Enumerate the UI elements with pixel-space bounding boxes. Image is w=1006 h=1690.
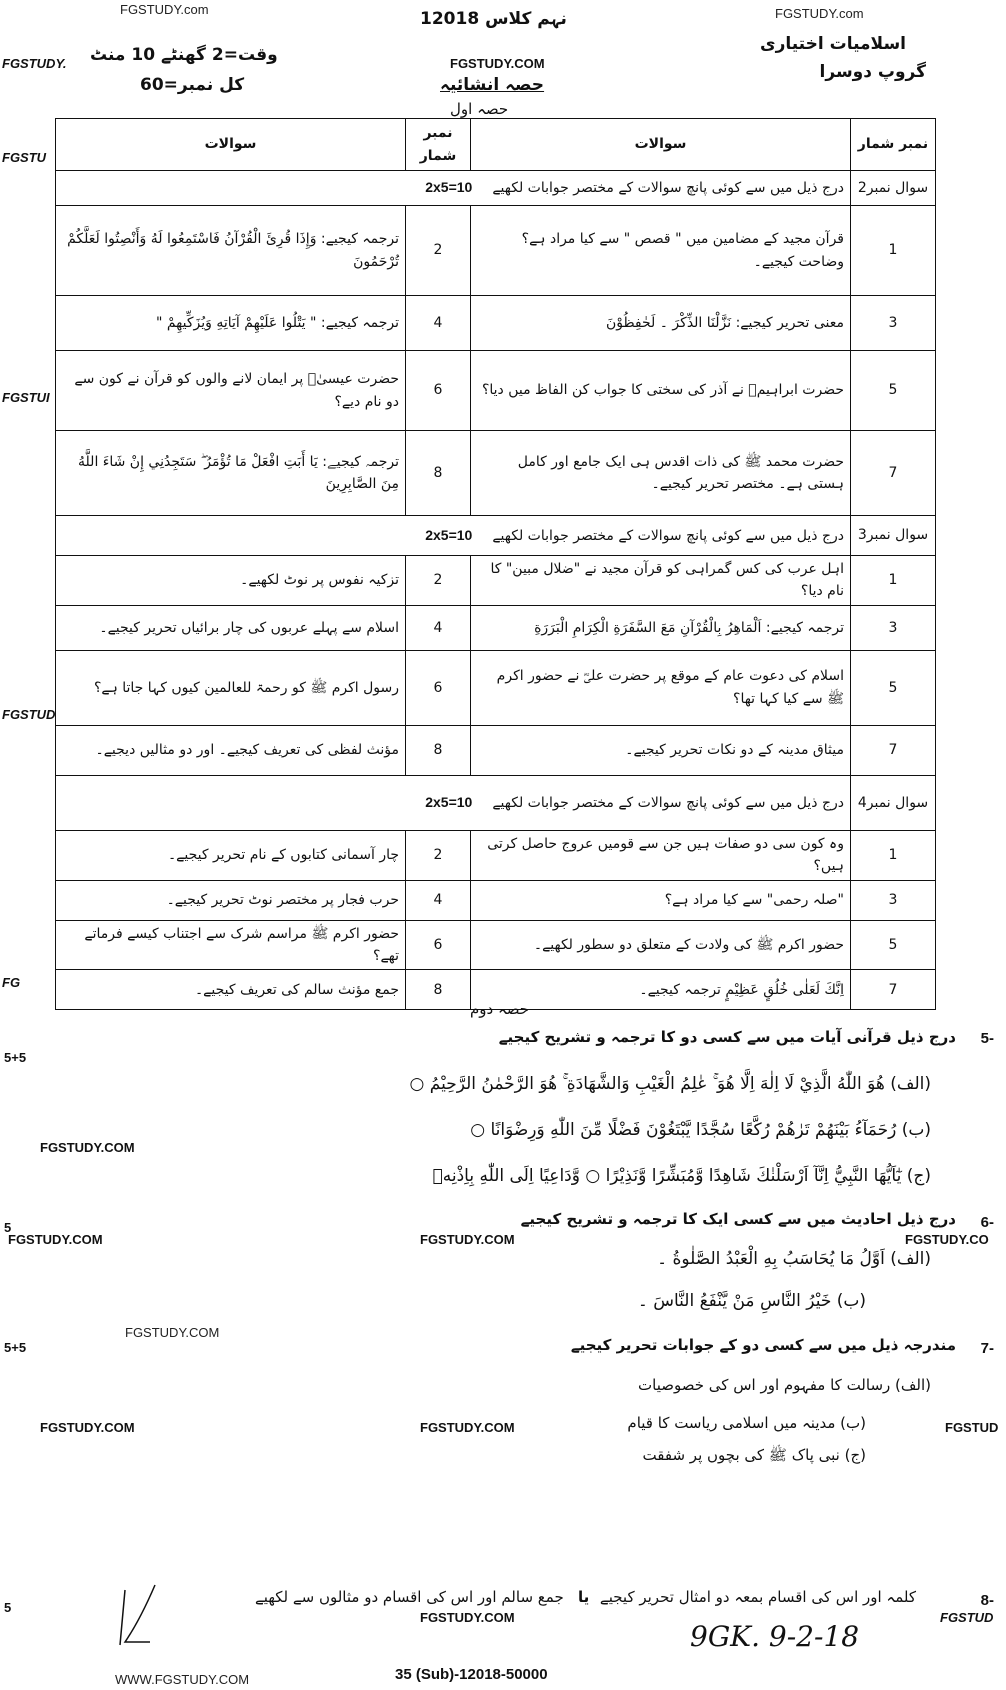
question-number: 3: [851, 605, 936, 650]
instruction-text: درج ذیل میں سے کوئی پانچ سوالات کے مختصر جوابات لکھیے: [492, 795, 844, 812]
question-text: تزکیہ نفوس پر نوٹ لکھیے۔: [56, 556, 406, 606]
q5-marks: 5+5: [4, 1050, 27, 1065]
question-text: ترجمہ کیجیے: يَا أَبَتِ افْعَلْ مَا تُؤْمَرُ ۖ سَتَجِدُنِي إِنْ شَاءَ اللَّهُ مِنَ الصَّابِرِينَ: [56, 431, 406, 516]
col-header-questions: سوالات: [471, 119, 851, 171]
q7-marks: 5+5: [4, 1340, 27, 1355]
table-row: [56, 351, 936, 431]
question-group-instruction: [56, 516, 851, 556]
question-text: حضرت ابراہیمؑ نے آذر کی سختی کا جواب کن الفاظ میں دیا؟: [471, 351, 851, 431]
watermark: FGSTUDY.COM: [40, 1140, 135, 1155]
question-group-header: [56, 775, 936, 830]
table-row: [56, 830, 936, 880]
question-number: 2: [406, 206, 471, 296]
footer-site: WWW.FGSTUDY.COM: [115, 1672, 250, 1687]
question-number: 1: [851, 206, 936, 296]
watermark: FG: [2, 975, 21, 990]
question-number: 3: [851, 296, 936, 351]
q6-item: (الف) اَوَّلُ مَا يُحَاسَبُ بِهِ الْعَبْدُ الصَّلٰوةُ ۔: [657, 1249, 931, 1269]
q8-alternative: جمع سالم اور اس کی اقسام دو مثالوں سے لکھیے: [255, 1588, 564, 1606]
q6-instruction: درج ذیل احادیث میں سے کسی ایک کا ترجمہ و تشریح کیجیے: [520, 1210, 956, 1228]
section-title: حصہ انشائیہ: [440, 75, 545, 95]
q5-number: 5-: [980, 1030, 994, 1047]
question-number: 7: [851, 431, 936, 516]
question-text: اِنَّكَ لَعَلٰى خُلُقٍ عَظِيْمٍ ترجمہ کیجیے۔: [471, 970, 851, 1010]
question-group-label: سوال نمبر3: [851, 516, 936, 556]
table-row: [56, 650, 936, 725]
question-text: ترجمہ کیجیے: وَإِذَا قُرِئَ الْقُرْآنُ فَاسْتَمِعُوا لَهُ وَأَنْصِتُوا لَعَلَّكُمْ تُرْحَمُونَ: [56, 206, 406, 296]
question-text: اہل عرب کی کس گمراہی کو قرآن مجید نے "ضلال مبین" کا نام دیا؟: [471, 556, 851, 606]
q8-or: یا: [578, 1588, 590, 1606]
q8-number: 8-: [980, 1592, 994, 1609]
question-number: 1: [851, 556, 936, 606]
question-group-label: سوال نمبر2: [851, 171, 936, 206]
table-row: [56, 296, 936, 351]
questions-table: [55, 118, 936, 1010]
question-group-header: [56, 171, 936, 206]
question-text: مؤنث لفظی کی تعریف کیجیے۔ اور دو مثالیں دیجیے۔: [56, 725, 406, 775]
watermark: FGSTUDY.COM: [125, 1325, 220, 1340]
table-row: [56, 920, 936, 970]
question-number: 4: [406, 605, 471, 650]
question-text: حضور اکرم ﷺ مراسم شرک سے اجتناب کیسے فرماتے تھے؟: [56, 920, 406, 970]
table-row: [56, 605, 936, 650]
question-text: رسول اکرم ﷺ کو رحمۃ للعالمین کیوں کہا جاتا ہے؟: [56, 650, 406, 725]
exam-time: وقت=2 گھنٹے 10 منٹ: [90, 45, 278, 65]
question-number: 5: [851, 650, 936, 725]
question-text: حضرت عیسیٰؑ پر ایمان لانے والوں کو قرآن نے کون سے دو نام دیے؟: [56, 351, 406, 431]
handwritten-note: 9GK. 9-2-18: [690, 1620, 860, 1653]
watermark: FGSTUDY.com: [120, 2, 209, 17]
question-number: 5: [851, 920, 936, 970]
question-number: 4: [406, 296, 471, 351]
watermark: FGSTU: [2, 150, 47, 165]
question-text: اسلام کی دعوت عام کے موقع پر حضرت علیؓ نے حضور اکرم ﷺ سے کیا کہا تھا؟: [471, 650, 851, 725]
table-row: [56, 556, 936, 606]
question-number: 5: [851, 351, 936, 431]
question-number: 3: [851, 880, 936, 920]
question-group-instruction: [56, 775, 851, 830]
q6-number: 6-: [980, 1214, 994, 1231]
question-group-label: سوال نمبر4: [851, 775, 936, 830]
question-number: 1: [851, 830, 936, 880]
question-text: میثاق مدینہ کے دو نکات تحریر کیجیے۔: [471, 725, 851, 775]
q7-item: (ج) نبی پاک ﷺ کی بچوں پر شفقت: [642, 1446, 866, 1464]
part2-title: حصہ دوم: [470, 1000, 530, 1018]
question-text: "صلہ رحمی" سے کیا مراد ہے؟: [471, 880, 851, 920]
watermark: FGSTUD: [2, 707, 56, 722]
col-header-questions: سوالات: [56, 119, 406, 171]
question-text: قرآن مجید کے مضامین میں " قصص " سے کیا مراد ہے؟ وضاحت کیجیے۔: [471, 206, 851, 296]
table-row: [56, 880, 936, 920]
q6-item: (ب) خَيْرُ النَّاسِ مَنْ يَّنْفَعُ النَّاسَ ۔: [637, 1291, 866, 1311]
watermark: FGSTUD: [940, 1610, 994, 1625]
q5-item: (ج) يٰٓاَيُّهَا النَّبِيُّ اِنَّآ اَرْسَلْنٰكَ شَاهِدًا وَّمُبَشِّرًا وَّنَذِيْرًا ○ وَّدَاعِيًا اِلَى اللّٰهِ بِاِذْنِهٖ: [432, 1166, 931, 1186]
question-number: 6: [406, 650, 471, 725]
q5-item: (الف) هُوَ اللّٰهُ الَّذِيْ لَا اِلٰهَ اِلَّا هُوَ ۚ عٰلِمُ الْغَيْبِ وَالشَّهَادَةِ ۚ هُوَ الرَّحْمٰنُ الرَّحِيْمُ ○: [409, 1074, 931, 1094]
q8-marks: 5: [4, 1600, 12, 1615]
q7-instruction: مندرجہ ذیل میں سے کسی دو کے جوابات تحریر کیجیے: [570, 1336, 956, 1354]
signature-mark: [95, 1580, 175, 1650]
question-text: حضور اکرم ﷺ کی ولادت کے متعلق دو سطور لکھیے۔: [471, 920, 851, 970]
watermark: FGSTUDY.COM: [8, 1232, 103, 1247]
question-text: معنی تحریر کیجیے: نَزَّلْنَا الذِّكْرَ ۔ لَحٰفِظُوْنَ: [471, 296, 851, 351]
question-text: جمع مؤنث سالم کی تعریف کیجیے۔: [56, 970, 406, 1010]
q5-item: (ب) رُحَمَآءُ بَيْنَهُمْ تَرٰهُمْ رُكَّعًا سُجَّدًا يَّبْتَغُوْنَ فَضْلًا مِّنَ اللّٰهِ وَرِضْوَانًا ○: [470, 1120, 931, 1140]
col-header-number: نمبر شمار: [851, 119, 936, 171]
watermark: FGSTUDY.COM: [420, 1232, 515, 1247]
q6-marks: 5: [4, 1220, 12, 1235]
question-number: 8: [406, 970, 471, 1010]
question-number: 4: [406, 880, 471, 920]
question-text: ترجمہ کیجیے: اَلْمَاهِرُ بِالْقُرْآنِ مَعَ السَّفَرَةِ الْكِرَامِ الْبَرَرَةِ: [471, 605, 851, 650]
table-row: [56, 725, 936, 775]
q7-item: (الف) رسالت کا مفہوم اور اس کی خصوصیات: [638, 1376, 931, 1394]
instruction-marks: 2x5=10: [425, 526, 473, 543]
q7-item: (ب) مدینہ میں اسلامی ریاست کا قیام: [627, 1414, 866, 1432]
part1-title: حصہ اول: [450, 100, 509, 118]
question-number: 7: [851, 725, 936, 775]
watermark: FGSTUI: [2, 390, 50, 405]
question-group-instruction: [56, 171, 851, 206]
question-text: چار آسمانی کتابوں کے نام تحریر کیجیے۔: [56, 830, 406, 880]
watermark: FGSTUDY.COM: [420, 1610, 515, 1625]
question-number: 8: [406, 725, 471, 775]
question-number: 6: [406, 920, 471, 970]
question-text: حرب فجار پر مختصر نوٹ تحریر کیجیے۔: [56, 880, 406, 920]
question-number: 6: [406, 351, 471, 431]
col-header-number: نمبر شمار: [406, 119, 471, 171]
watermark: FGSTUD: [945, 1420, 999, 1435]
q8-instruction: کلمہ اور اس کی اقسام بمعہ دو امثال تحریر کیجیے: [599, 1588, 916, 1606]
group-label: گروپ دوسرا: [819, 62, 926, 82]
watermark: FGSTUDY.COM: [420, 1420, 515, 1435]
class-year: نہم کلاس 12018: [420, 9, 567, 29]
footer-code: 35 (Sub)-12018-50000: [395, 1666, 548, 1683]
table-row: [56, 206, 936, 296]
question-number: 2: [406, 830, 471, 880]
question-text: وہ کون سی دو صفات ہیں جن سے قومیں عروج حاصل کرتی ہیں؟: [471, 830, 851, 880]
watermark: FGSTUDY.COM: [450, 56, 545, 71]
q5-instruction: درج ذیل قرآنی آیات میں سے کسی دو کا ترجمہ و تشریح کیجیے: [498, 1028, 956, 1046]
question-text: اسلام سے پہلے عربوں کی چار برائیاں تحریر کیجیے۔: [56, 605, 406, 650]
instruction-marks: 2x5=10: [425, 794, 473, 811]
question-number: 8: [406, 431, 471, 516]
table-row: [56, 431, 936, 516]
instruction-text: درج ذیل میں سے کوئی پانچ سوالات کے مختصر جوابات لکھیے: [492, 527, 844, 544]
instruction-marks: 2x5=10: [425, 179, 473, 196]
total-marks: کل نمبر=60: [140, 75, 245, 95]
question-text: ترجمہ کیجیے: " يَتْلُوا عَلَيْهِمْ آيَاتِهِ وَيُزَكِّيهِمْ ": [56, 296, 406, 351]
subject-title: اسلامیات اختیاری: [759, 34, 906, 54]
watermark: FGSTUDY.: [2, 56, 67, 71]
question-text: حضرت محمد ﷺ کی ذات اقدس ہی ایک جامع اور کامل ہستی ہے۔ مختصر تحریر کیجیے۔: [471, 431, 851, 516]
question-number: 2: [406, 556, 471, 606]
q7-number: 7-: [980, 1340, 994, 1357]
watermark: FGSTUDY.com: [775, 6, 864, 21]
question-number: 7: [851, 970, 936, 1010]
watermark: FGSTUDY.COM: [40, 1420, 135, 1435]
question-group-header: [56, 516, 936, 556]
instruction-text: درج ذیل میں سے کوئی پانچ سوالات کے مختصر جوابات لکھیے: [492, 180, 844, 197]
watermark: FGSTUDY.CO: [905, 1232, 989, 1247]
